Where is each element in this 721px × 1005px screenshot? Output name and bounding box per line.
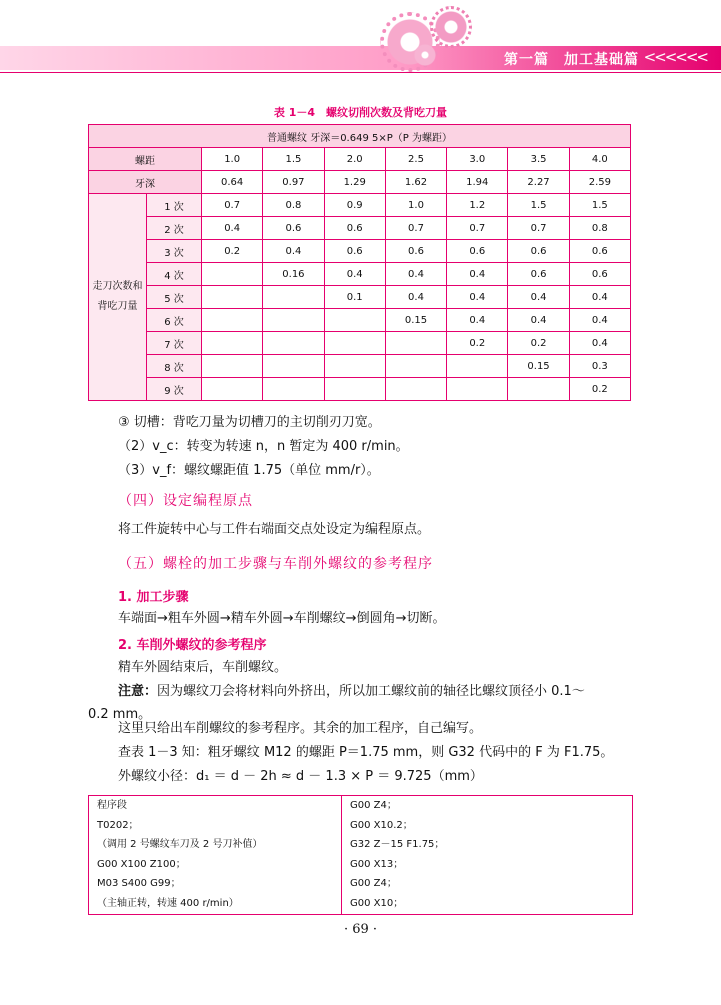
note-body: 因为螺纹刀会将材料向外挤出，所以加工螺纹前的轴径比螺纹顶径小 0.1～ bbox=[157, 684, 585, 699]
program-line: G00 X100 Z100； bbox=[97, 858, 186, 870]
table-row bbox=[89, 378, 631, 401]
program-line: G00 Z4； bbox=[350, 800, 397, 811]
table-cell: 0.6 bbox=[324, 217, 385, 240]
table-cell: 1.0 bbox=[202, 148, 263, 171]
program-line: G00 X13； bbox=[350, 858, 404, 870]
paragraph: 精车外圆结束后，车削螺纹。 bbox=[118, 660, 288, 675]
table-cell: 0.4 bbox=[385, 286, 446, 309]
table-cell: 0.97 bbox=[263, 171, 324, 194]
table-caption: 表 1－4 螺纹切削次数及背吃刀量 bbox=[273, 106, 448, 119]
section-heading: （四）设定编程原点 bbox=[118, 493, 253, 509]
depth-row bbox=[89, 171, 631, 194]
table-cell: 2.0 bbox=[324, 148, 385, 171]
table-cell: 1.29 bbox=[324, 171, 385, 194]
page-number: · 69 · bbox=[343, 922, 378, 937]
table-cell: 0.4 bbox=[324, 263, 385, 286]
table-cell bbox=[263, 355, 324, 378]
table-row bbox=[89, 286, 631, 309]
table-cell: 0.6 bbox=[385, 240, 446, 263]
thread-cutting-table bbox=[88, 124, 631, 401]
depth-label: 牙深 bbox=[89, 171, 202, 194]
page-header bbox=[0, 0, 721, 80]
table-cell: 0.6 bbox=[263, 217, 324, 240]
pass-label: 9 次 bbox=[147, 378, 202, 401]
table-cell: 0.4 bbox=[447, 309, 508, 332]
gear-icon bbox=[430, 6, 472, 48]
paragraph: 0.2 mm。 bbox=[88, 707, 152, 722]
table-cell bbox=[202, 286, 263, 309]
table-cell: 3.5 bbox=[508, 148, 569, 171]
table-cell: 0.4 bbox=[569, 286, 630, 309]
table-cell: 0.2 bbox=[508, 332, 569, 355]
chevron-left-icon: <<<<<< bbox=[643, 48, 707, 66]
table-cell: 0.8 bbox=[569, 217, 630, 240]
table-cell: 0.4 bbox=[263, 240, 324, 263]
table-cell: 0.7 bbox=[202, 194, 263, 217]
table-cell: 0.4 bbox=[385, 263, 446, 286]
table-cell bbox=[385, 378, 446, 401]
paragraph: 车端面→粗车外圆→精车外圆→车削螺纹→倒圆角→切断。 bbox=[118, 611, 446, 626]
table-cell: 0.4 bbox=[447, 263, 508, 286]
table-cell: 1.5 bbox=[569, 194, 630, 217]
table-cell: 4.0 bbox=[569, 148, 630, 171]
table-cell: 0.4 bbox=[202, 217, 263, 240]
table-cell bbox=[324, 355, 385, 378]
table-cell: 1.2 bbox=[447, 194, 508, 217]
table-row bbox=[89, 309, 631, 332]
section-heading: （五）螺栓的加工步骤与车削外螺纹的参考程序 bbox=[118, 556, 433, 572]
program-line: （调用 2 号螺纹车刀及 2 号刀补值） bbox=[97, 839, 263, 850]
pass-label: 6 次 bbox=[147, 309, 202, 332]
pass-label: 3 次 bbox=[147, 240, 202, 263]
chapter-title: 第一篇 加工基础篇 bbox=[504, 52, 639, 68]
table-cell: 1.5 bbox=[508, 194, 569, 217]
table-cell: 0.6 bbox=[324, 240, 385, 263]
paragraph: 将工件旋转中心与工件右端面交点处设定为编程原点。 bbox=[118, 522, 431, 537]
note-label: 注意： bbox=[118, 684, 158, 699]
table-cell: 0.15 bbox=[385, 309, 446, 332]
table-cell bbox=[263, 309, 324, 332]
table-cell bbox=[324, 332, 385, 355]
pass-label: 2 次 bbox=[147, 217, 202, 240]
subsection-heading: 1. 加工步骤 bbox=[118, 590, 189, 605]
paragraph: （2）v_c：转变为转速 n，n 暂定为 400 r/min。 bbox=[118, 439, 409, 454]
table-cell: 1.94 bbox=[447, 171, 508, 194]
table-cell bbox=[263, 378, 324, 401]
table-formula: 普通螺纹 牙深＝0.649 5×P（P 为螺距） bbox=[89, 125, 631, 148]
table-cell: 2.5 bbox=[385, 148, 446, 171]
program-line: T0202； bbox=[97, 819, 139, 831]
table-cell: 0.6 bbox=[508, 263, 569, 286]
formula-line: 外螺纹小径：d₁ ＝ d － 2h ≈ d － 1.3 × P ＝ 9.725（mm） bbox=[118, 769, 483, 784]
table-cell: 0.6 bbox=[508, 240, 569, 263]
table-cell: 0.16 bbox=[263, 263, 324, 286]
table-cell: 0.6 bbox=[569, 240, 630, 263]
pass-label: 7 次 bbox=[147, 332, 202, 355]
table-cell: 0.4 bbox=[508, 286, 569, 309]
program-right-column bbox=[341, 796, 640, 914]
side-label-line: 走刀次数和 bbox=[92, 281, 143, 292]
table-cell bbox=[263, 332, 324, 355]
program-line: G32 Z－15 F1.75； bbox=[350, 839, 445, 850]
table-cell bbox=[447, 378, 508, 401]
program-left-column bbox=[97, 796, 347, 914]
side-label bbox=[89, 194, 147, 401]
program-line: G00 X10.2； bbox=[350, 819, 413, 831]
table-cell: 1.0 bbox=[385, 194, 446, 217]
table-cell: 0.7 bbox=[447, 217, 508, 240]
table-cell bbox=[202, 332, 263, 355]
table-cell: 1.62 bbox=[385, 171, 446, 194]
program-line: G00 X10； bbox=[350, 897, 404, 909]
table-cell bbox=[202, 309, 263, 332]
gear-icon bbox=[414, 44, 436, 66]
pitch-label: 螺距 bbox=[89, 148, 202, 171]
table-cell: 0.7 bbox=[508, 217, 569, 240]
paragraph: ③ 切槽：背吃刀量为切槽刀的主切削刃刀宽。 bbox=[118, 415, 381, 430]
table-cell: 2.27 bbox=[508, 171, 569, 194]
table-cell: 3.0 bbox=[447, 148, 508, 171]
table-cell: 2.59 bbox=[569, 171, 630, 194]
table-cell: 1.5 bbox=[263, 148, 324, 171]
table-row bbox=[89, 263, 631, 286]
table-cell: 0.1 bbox=[324, 286, 385, 309]
table-cell: 0.15 bbox=[508, 355, 569, 378]
table-cell bbox=[202, 263, 263, 286]
table-cell: 0.4 bbox=[569, 332, 630, 355]
program-line: M03 S400 G99； bbox=[97, 878, 181, 889]
table-cell: 0.2 bbox=[202, 240, 263, 263]
table-cell bbox=[202, 378, 263, 401]
table-row bbox=[89, 332, 631, 355]
table-cell: 0.8 bbox=[263, 194, 324, 217]
subsection-heading: 2. 车削外螺纹的参考程序 bbox=[118, 638, 267, 653]
table-cell: 0.4 bbox=[447, 286, 508, 309]
paragraph: （3）v_f：螺纹螺距值 1.75（单位 mm/r）。 bbox=[118, 463, 380, 478]
pass-label: 5 次 bbox=[147, 286, 202, 309]
pass-label: 4 次 bbox=[147, 263, 202, 286]
table-row bbox=[89, 194, 631, 217]
side-label-line: 背吃刀量 bbox=[97, 301, 138, 312]
table-row bbox=[89, 355, 631, 378]
note-paragraph bbox=[118, 681, 585, 703]
program-box bbox=[88, 795, 633, 915]
table-cell: 0.2 bbox=[447, 332, 508, 355]
pass-label: 8 次 bbox=[147, 355, 202, 378]
table-cell: 0.3 bbox=[569, 355, 630, 378]
program-line: （主轴正转，转速 400 r/min） bbox=[97, 897, 239, 909]
table-cell: 0.4 bbox=[569, 309, 630, 332]
header-divider bbox=[0, 72, 721, 73]
program-line: G00 Z4； bbox=[350, 878, 397, 889]
pass-label: 1 次 bbox=[147, 194, 202, 217]
table-cell bbox=[385, 332, 446, 355]
table-cell: 0.64 bbox=[202, 171, 263, 194]
table-cell: 0.4 bbox=[508, 309, 569, 332]
table-cell bbox=[508, 378, 569, 401]
table-cell bbox=[324, 309, 385, 332]
table-cell bbox=[202, 355, 263, 378]
table-cell bbox=[447, 355, 508, 378]
table-cell bbox=[324, 378, 385, 401]
table-cell bbox=[385, 355, 446, 378]
paragraph: 查表 1－3 知：粗牙螺纹 M12 的螺距 P＝1.75 mm，则 G32 代码中的 F 为 F1.75。 bbox=[118, 745, 614, 760]
table-cell: 0.9 bbox=[324, 194, 385, 217]
table-cell: 0.2 bbox=[569, 378, 630, 401]
table-row bbox=[89, 217, 631, 240]
table-cell: 0.6 bbox=[447, 240, 508, 263]
table-row bbox=[89, 240, 631, 263]
program-line: 程序段 bbox=[97, 800, 127, 811]
table-cell bbox=[263, 286, 324, 309]
table-cell: 0.6 bbox=[569, 263, 630, 286]
table-cell: 0.7 bbox=[385, 217, 446, 240]
pitch-row bbox=[89, 148, 631, 171]
paragraph: 这里只给出车削螺纹的参考程序。其余的加工程序，自己编写。 bbox=[118, 721, 483, 736]
